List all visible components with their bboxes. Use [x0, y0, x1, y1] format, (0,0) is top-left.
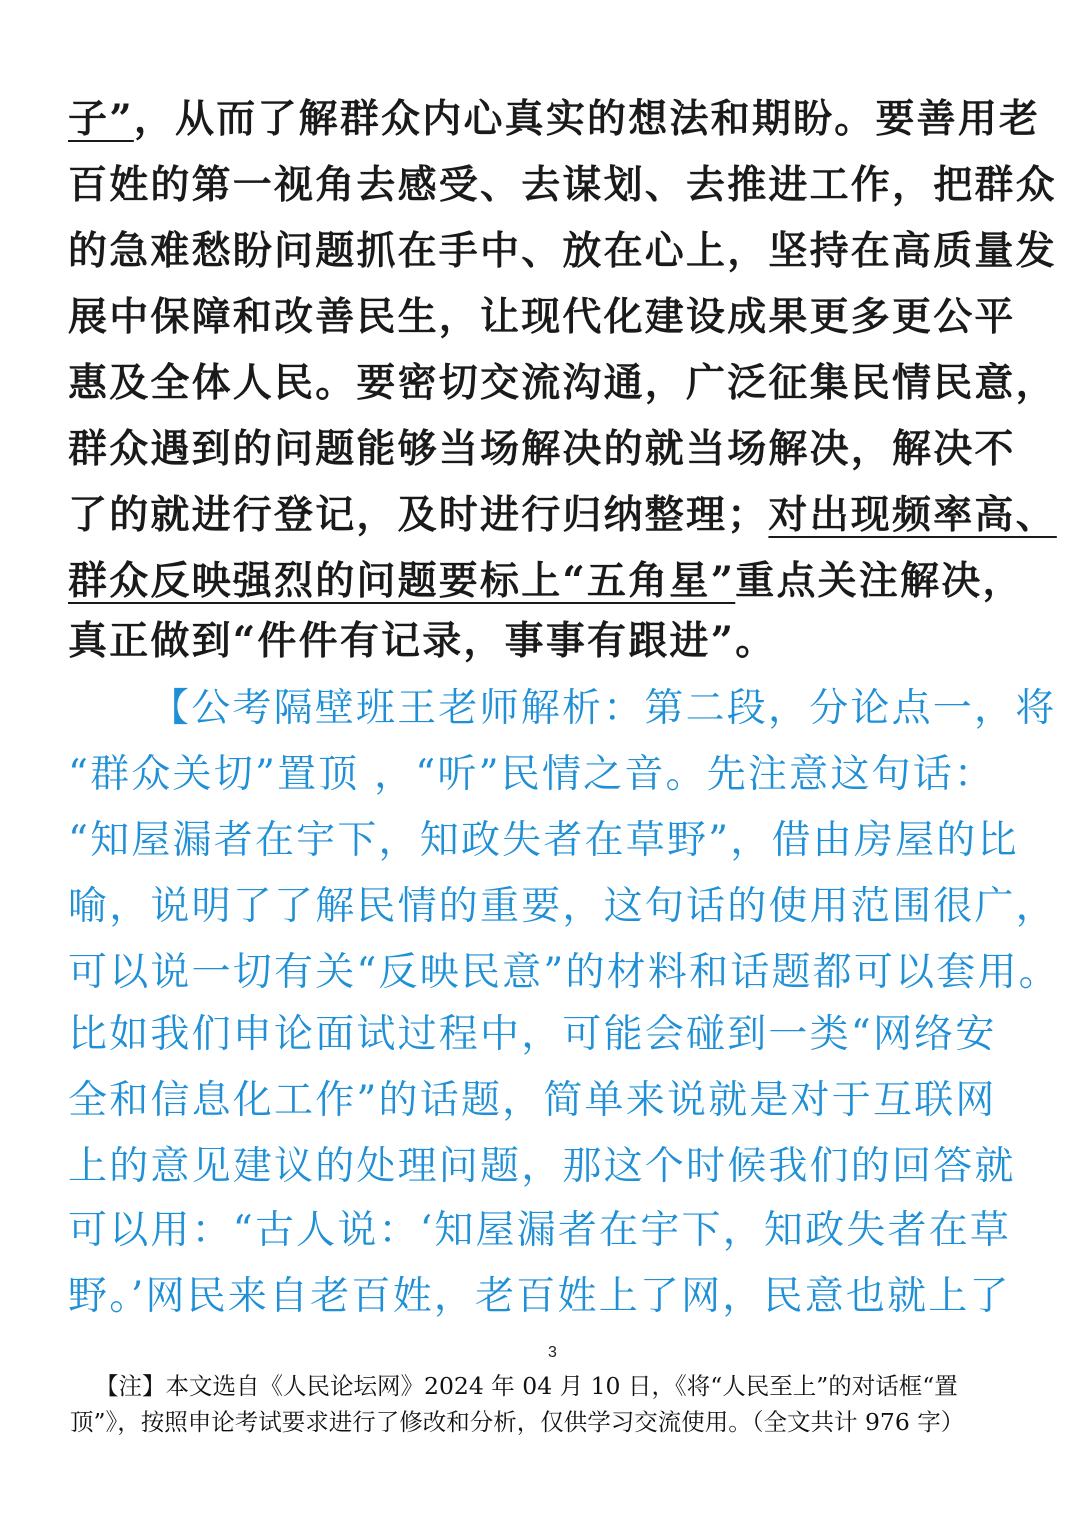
body-line-6: 群众遇到的问题能够当场解决的就当场解决，解决不: [68, 426, 1016, 472]
body-line-7: [68, 482, 1057, 548]
analysis-line-7: 全和信息化工作”的话题，简单来说就是对于互联网: [68, 1078, 997, 1123]
analysis-line-4: 喻，说明了了解民情的重要，这句话的使用范围很广，: [68, 884, 1057, 929]
body-line-4: 展中保障和改善民生，让现代化建设成果更多更公平: [68, 294, 1016, 340]
analysis-line-3: “知屋漏者在宇下，知政失者在草野”，借由房屋的比: [68, 818, 1019, 863]
analysis-line-2: “群众关切”置顶 ，“听”民情之音。先注意这句话：: [68, 752, 996, 797]
analysis-line-8: 上的意见建议的处理问题，那这个时候我们的回答就: [68, 1144, 1016, 1189]
body-line-2: 百姓的第一视角去感受、去谋划、去推进工作，把群众: [68, 162, 1057, 208]
body-text: ，从而了解群众内心真实的想法和期盼。要善用老: [133, 96, 1041, 142]
footnote-line-1: 【注】本文选自《人民论坛网》2024 年 04 月 10 日，《将“人民至上”的对话框“置: [95, 1372, 958, 1400]
analysis-line-6: 比如我们申论面试过程中，可能会碰到一类“网络安: [68, 1012, 997, 1057]
body-line-1: [68, 86, 1040, 152]
body-line-3: 的急难愁盼问题抓在手中、放在心上，坚持在高质量发: [68, 228, 1057, 274]
body-text: 重点关注解决，: [735, 558, 1024, 604]
underlined-text: 群众反映强烈的问题要标上“五角星”: [68, 558, 736, 604]
body-line-5: 惠及全体人民。要密切交流沟通，广泛征集民情民意，: [68, 360, 1057, 406]
body-line-9: 真正做到“件件有记录，事事有跟进”。: [68, 618, 777, 664]
footnote: [70, 1368, 1025, 1440]
body-text: 了的就进行登记，及时进行归纳整理；: [68, 492, 769, 538]
analysis-line-9: 可以用：“古人说：‘知屋漏者在宇下，知政失者在草: [68, 1208, 1012, 1253]
footnote-line-2: 顶”》，按照申论考试要求进行了修改和分析，仅供学习交流使用。（全文共计 976 字）: [70, 1408, 965, 1436]
analysis-line-5: 可以说一切有关“反映民意”的材料和话题都可以套用。: [68, 950, 1060, 995]
underlined-text: 子”: [68, 96, 134, 142]
analysis-line-1: 【公考隔壁班王老师解析：第二段，分论点一，将: [150, 686, 1057, 731]
analysis-line-10: 野。’网民来自老百姓，老百姓上了网，民意也就上了: [68, 1274, 1011, 1319]
body-line-8: [68, 548, 1024, 614]
underlined-text: 对出现频率高、: [768, 492, 1057, 538]
page-number: 3: [548, 1344, 557, 1361]
